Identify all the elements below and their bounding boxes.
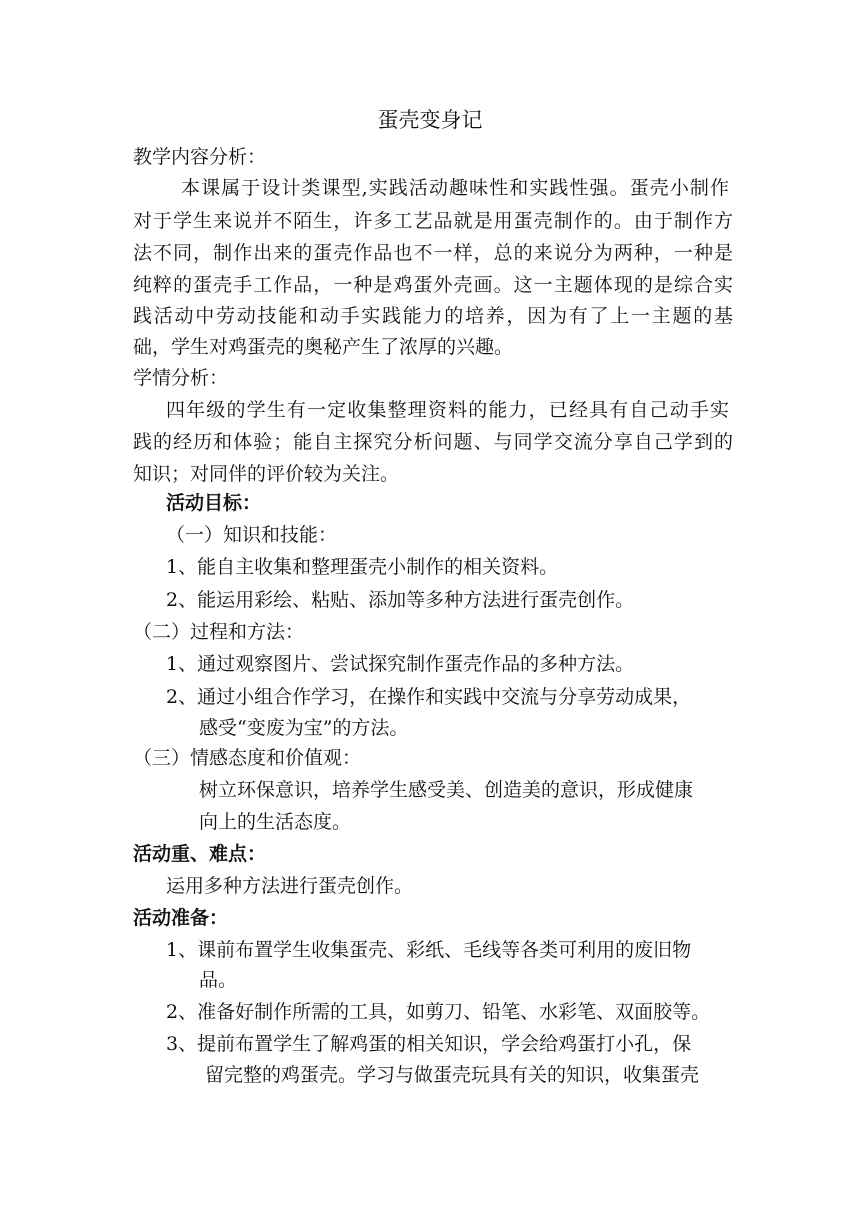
process-heading: （二）过程和方法： xyxy=(133,621,305,643)
emotion-heading: （三）情感态度和价值观： xyxy=(133,747,362,769)
preparation-heading: 活动准备： xyxy=(133,907,229,929)
learner-analysis-line-2: 践的经历和体验；能自主探究分析问题、与同学交流分享自己学到的 xyxy=(133,431,733,453)
preparation-item-2: 2、准备好制作所需的工具，如剪刀、铅笔、水彩笔、双面胶等。 xyxy=(166,1001,711,1023)
key-points-text: 运用多种方法进行蛋壳创作。 xyxy=(166,875,414,897)
content-analysis-line-4: 纯粹的蛋壳手工作品，一种是鸡蛋外壳画。这一主题体现的是综合实 xyxy=(133,274,733,296)
knowledge-item-2: 2、能运用彩绘、粘贴、添加等多种方法进行蛋壳创作。 xyxy=(166,589,635,611)
learner-analysis-line-3: 知识；对同伴的评价较为关注。 xyxy=(133,463,400,485)
process-item-1: 1、通过观察图片、尝试探究制作蛋壳作品的多种方法。 xyxy=(166,653,635,675)
learner-analysis-line-1: 四年级的学生有一定收集整理资料的能力，已经具有自己动手实 xyxy=(166,399,729,421)
objectives-heading: 活动目标： xyxy=(166,492,262,514)
content-analysis-line-3: 法不同，制作出来的蛋壳作品也不一样，总的来说分为两种，一种是 xyxy=(133,242,733,264)
learner-analysis-heading: 学情分析： xyxy=(133,367,229,389)
preparation-item-3-continued: 留完整的鸡蛋壳。学习与做蛋壳玩具有关的知识，收集蛋壳 xyxy=(205,1064,700,1086)
content-analysis-line-1: 本课属于设计类课型,实践活动趣味性和实践性强。蛋壳小制作 xyxy=(181,177,729,199)
content-analysis-line-6: 础，学生对鸡蛋壳的奥秘产生了浓厚的兴趣。 xyxy=(133,336,514,358)
process-item-2-continued: 感受“变废为宝”的方法。 xyxy=(199,717,409,739)
knowledge-heading: （一）知识和技能： xyxy=(166,524,338,546)
preparation-item-1-continued: 品。 xyxy=(199,969,238,991)
content-analysis-line-5: 践活动中劳动技能和动手实践能力的培养，因为有了上一主题的基 xyxy=(133,305,733,327)
key-points-heading: 活动重、难点： xyxy=(133,843,267,865)
preparation-item-1: 1、课前布置学生收集蛋壳、彩纸、毛线等各类可利用的废旧物 xyxy=(166,939,692,961)
process-item-2: 2、通过小组合作学习，在操作和实践中交流与分享劳动成果， xyxy=(166,686,692,708)
emotion-line-2: 向上的生活态度。 xyxy=(199,811,352,833)
preparation-item-3: 3、提前布置学生了解鸡蛋的相关知识，学会给鸡蛋打小孔，保 xyxy=(166,1033,692,1055)
content-analysis-heading: 教学内容分析： xyxy=(133,146,267,168)
page-title: 蛋壳变身记 xyxy=(377,108,483,132)
knowledge-item-1: 1、能自主收集和整理蛋壳小制作的相关资料。 xyxy=(166,556,559,578)
content-analysis-line-2: 对于学生来说并不陌生，许多工艺品就是用蛋壳制作的。由于制作方 xyxy=(133,210,733,232)
emotion-line-1: 树立环保意识，培养学生感受美、创造美的意识，形成健康 xyxy=(199,779,694,801)
